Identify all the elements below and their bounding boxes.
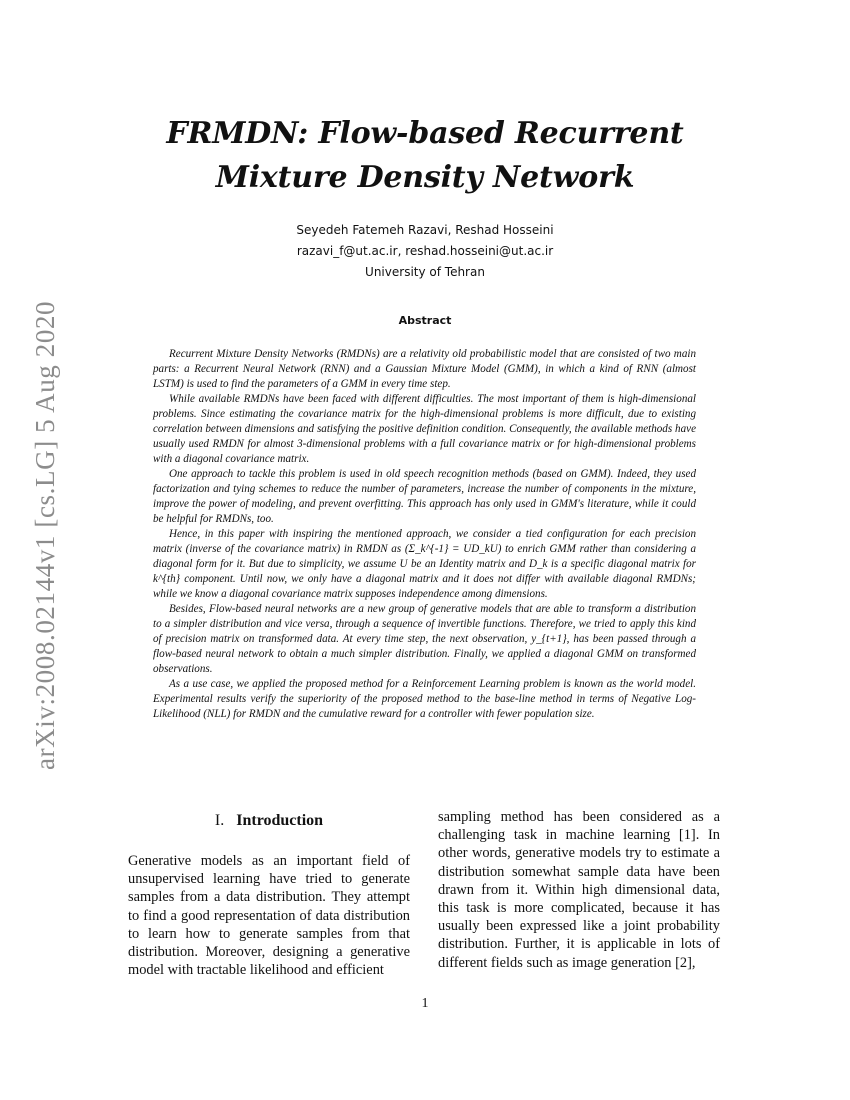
abstract-paragraph: Hence, in this paper with inspiring the mentioned approach, we consider a tied configuration for each precision matrix (inverse of the covariance matrix) in RMDN as (Σ_k^{-1} = UD_kU) to enrich GMM rather than considering a diagonal form for it. But due to simplicity, we assume U be an Identity matrix and D_k is a specific diagonal matrix for k^{th} component. Until now, we only have a diagonal matrix and it does not differ with available diagonal RMDNs; while we know a diagonal covariance matrix supposes independence among dimensions. [153, 528, 696, 600]
author-block [125, 220, 725, 283]
abstract-heading: Abstract [398, 314, 452, 327]
body-paragraph: sampling method has been considered as a challenging task in machine learning [1]. In other words, generative models try to estimate a distribution somewhat sample data have been drawn from it. Within high dimensional data, this task is more complicated, because it has usually been expressed like a joint probability distribution. Further, it is applicable in lots of different fields such as image generation [2], [438, 809, 720, 971]
body-column-right [438, 808, 720, 972]
section-heading-introduction [128, 812, 410, 830]
abstract-paragraph: Recurrent Mixture Density Networks (RMDNs) are a relativity old probabilistic model that are consisted of two main parts: a Recurrent Neural Network (RNN) and a Gaussian Mixture Model (GMM), in which a kind of RNN (almost LSTM) is used to find the parameters of a GMM in every time step. [153, 348, 696, 390]
page-number: 1 [421, 996, 429, 1011]
abstract-paragraph: While available RMDNs have been faced with different difficulties. The most important of them is high-dimensional problems. Since estimating the covariance matrix for the high-dimensional problems is more difficult, due to existing correlation between dimensions and satisfying the positive definition condition. Consequently, the available methods have usually used RMDN for almost 3-dimensional problems with a full covariance matrix or for high-dimensional problems with a diagonal covariance matrix. [153, 393, 696, 465]
section-title: Introduction [236, 812, 324, 829]
section-number: I. [214, 812, 225, 829]
body-column-left [128, 852, 410, 979]
abstract-paragraph: One approach to tackle this problem is used in old speech recognition methods (based on GMM). Indeed, they used factorization and tying schemes to reduce the number of parameters, increase the number of components in the mixture, improve the power of modeling, and prevent overfitting. This approach has only used in GMM's literature, while it could be helpful for RMDNs, too. [153, 468, 696, 525]
body-paragraph: Generative models as an important field of unsupervised learning have tried to generate samples from a data distribution. They attempt to find a good representation of data distribution to learn how to generate samples from that distribution. Moreover, designing a generative model with tractable likelihood and efficient [128, 853, 410, 979]
abstract-paragraph: As a use case, we applied the proposed method for a Reinforcement Learning problem is known as the world model. Experimental results verify the superiority of the proposed method to the base-line method in terms of Negative Log-Likelihood (NLL) for RMDN and the cumulative reward for a controller with fewer population size. [153, 678, 696, 720]
author-names: Seyedeh Fatemeh Razavi, Reshad Hosseini [296, 223, 554, 237]
paper-title: FRMDN: Flow-based Recurrent Mixture Density Network [166, 116, 684, 195]
author-affiliation: University of Tehran [365, 265, 485, 279]
author-emails: razavi_f@ut.ac.ir, reshad.hosseini@ut.ac.ir [296, 244, 554, 258]
abstract-paragraph: Besides, Flow-based neural networks are a new group of generative models that are able to transform a distribution to a simpler distribution and vice versa, through a sequence of invertible functions. Therefore, we tried to apply this kind of precision matrix on transformed data. At every time step, the next observation, y_{t+1}, has been passed through a flow-based neural network to obtain a much simpler distribution. Finally, we applied a diagonal GMM on transformed observations. [153, 603, 696, 675]
arxiv-side-stamp: arXiv:2008.02144v1 [cs.LG] 5 Aug 2020 [30, 300, 60, 770]
abstract-body [153, 347, 696, 722]
